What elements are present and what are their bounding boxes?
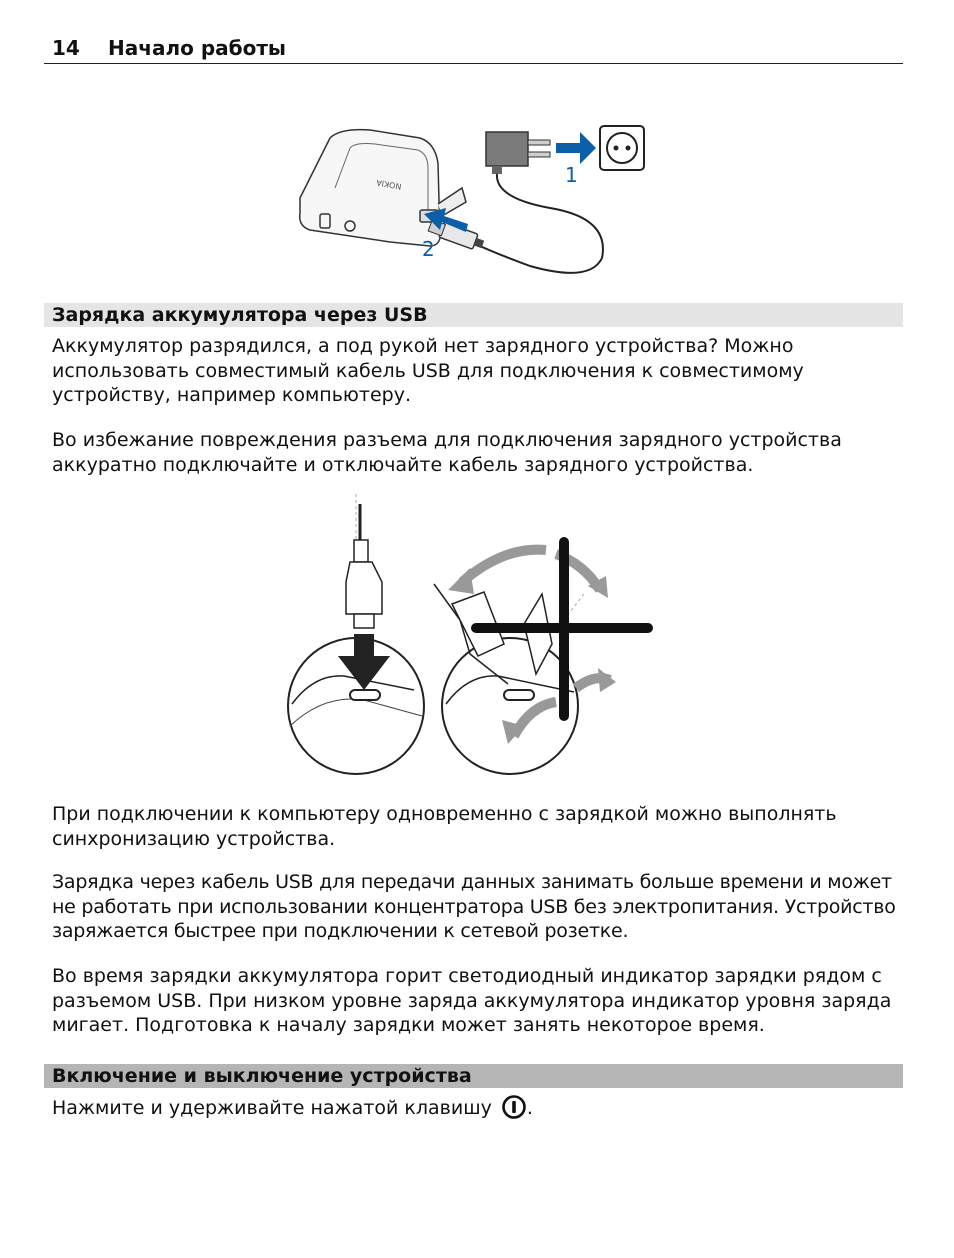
charger-illustration-block	[486, 132, 550, 174]
power-instruction-end: .	[526, 1097, 533, 1119]
prohibited-cross-icon	[476, 542, 648, 716]
phone-brand-label: NOKIA	[375, 177, 403, 191]
paragraph: При подключении к компьютеру одновременно с зарядкой можно выполнять синхронизацию устройства.	[52, 803, 837, 850]
charger-cable	[480, 174, 603, 273]
incorrect-insertion-illustration	[434, 542, 648, 774]
charger-illustration	[290, 118, 660, 278]
usb-connection-illustration	[284, 494, 664, 784]
paragraph: Зарядка через кабель USB для передачи данных занимать больше времени и может не работать при использовании концентратора USB без электропитания. Устройство заряжается быстрее при подключении к сетевой розетке.	[52, 871, 896, 942]
curved-arrow-icon	[462, 550, 546, 582]
callout-step-2: 2	[422, 237, 435, 261]
paragraph: Аккумулятор разрядился, а под рукой нет зарядного устройства? Можно использовать совместимый кабель USB для подключения к совместимому устройству, например компьютеру.	[52, 335, 804, 406]
curved-arrow-icon	[514, 702, 556, 736]
power-instruction-text: Нажмите и удерживайте нажатой клавишу	[52, 1097, 492, 1119]
chapter-title: Начало работы	[108, 36, 287, 60]
section-heading-power: Включение и выключение устройства	[44, 1064, 903, 1088]
correct-insertion-illustration	[288, 494, 424, 774]
paragraph-power-key	[52, 1094, 912, 1127]
paragraph: Во избежание повреждения разъема для подключения зарядного устройства аккуратно подключайте и отключайте кабель зарядного устройства.	[52, 429, 842, 476]
wall-socket-icon	[600, 126, 644, 170]
power-icon	[501, 1094, 527, 1127]
arrow-icon-step-1	[556, 132, 596, 164]
callout-step-1: 1	[565, 163, 578, 187]
page-number: 14	[52, 36, 80, 60]
section-heading-usb-charging: Зарядка аккумулятора через USB	[44, 303, 903, 327]
page-header	[44, 34, 903, 64]
paragraph: Во время зарядки аккумулятора горит светодиодный индикатор зарядки рядом с разъемом USB. При низком уровне заряда аккумулятора индикатор уровня заряда мигает. Подготовка к началу зарядки может занять некоторое время.	[52, 965, 892, 1036]
